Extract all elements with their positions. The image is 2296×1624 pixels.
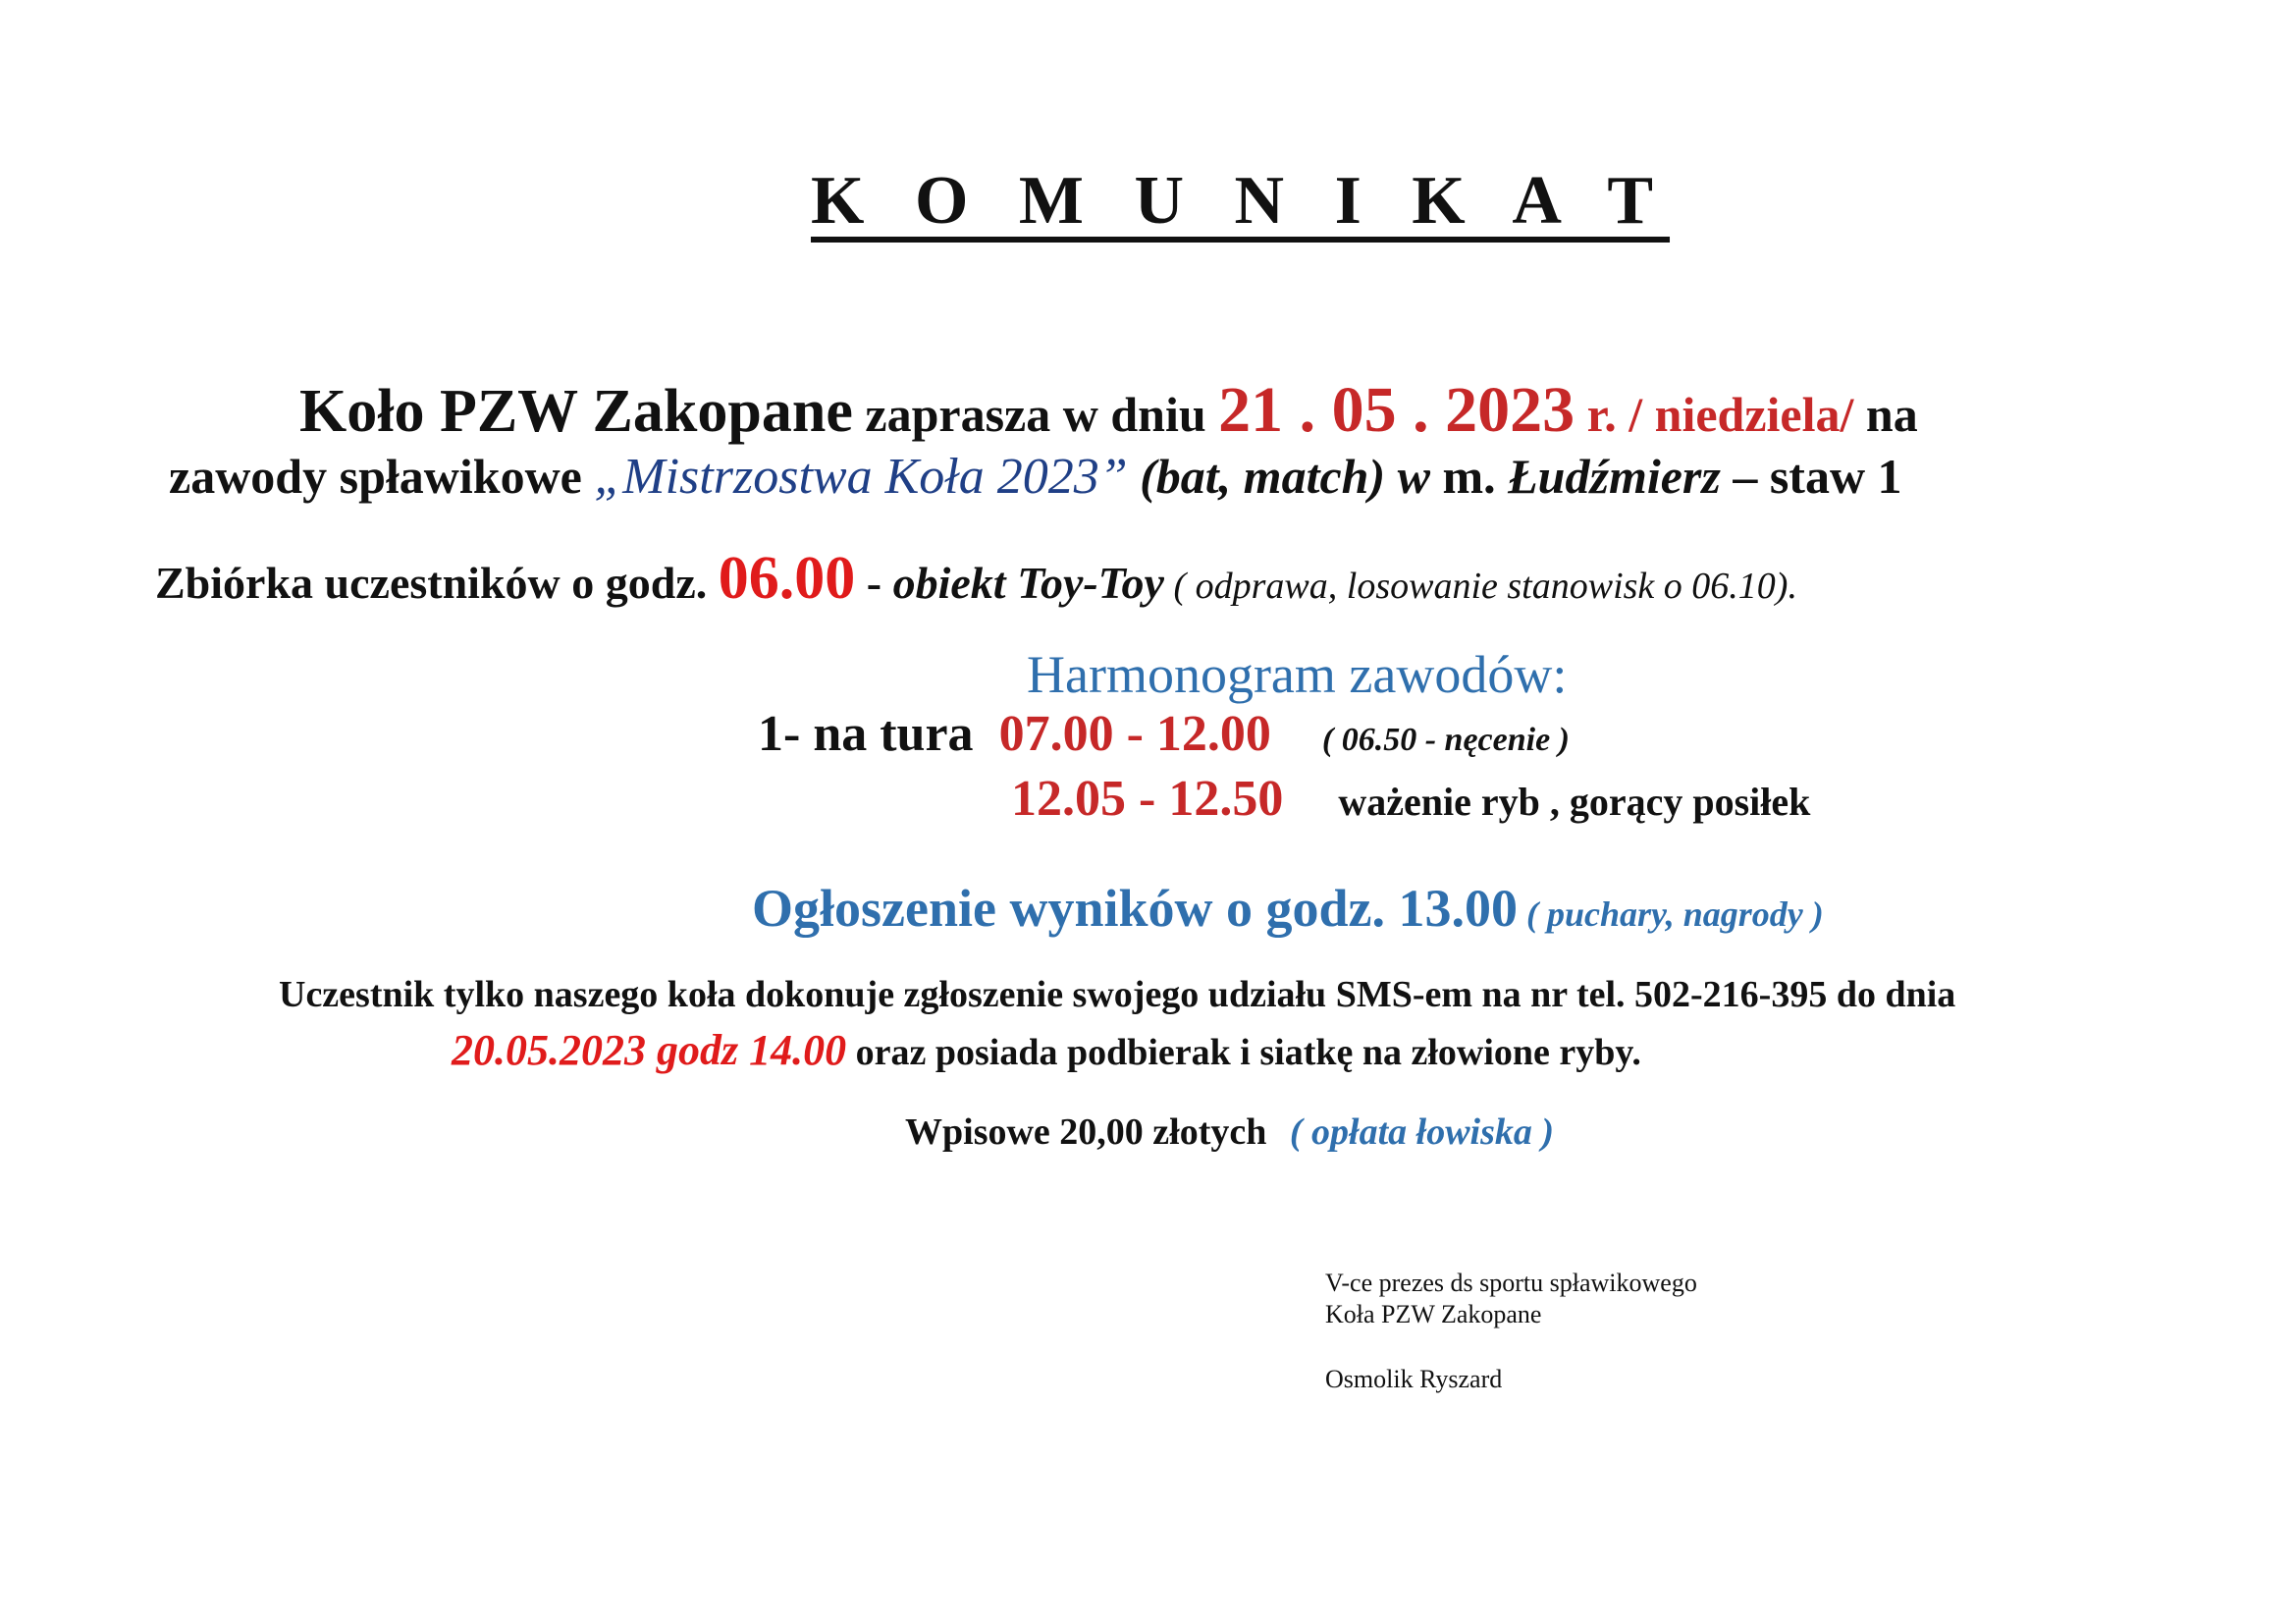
event-day: r. / niedziela/ bbox=[1575, 387, 1854, 442]
registration-line-1: Uczestnik tylko naszego koła dokonuje zgłoszenie swojego udziału SMS-em na nr tel. 502-216-395 do dnia bbox=[279, 974, 1956, 1015]
invitation-line bbox=[299, 374, 1918, 446]
gathering-prefix: Zbiórka uczestników o godz. bbox=[155, 558, 719, 608]
signature-role: V-ce prezes ds sportu spławikowego bbox=[1325, 1269, 1697, 1297]
tour-label: 1- na tura bbox=[758, 706, 974, 762]
event-location: Łudźmierz bbox=[1508, 449, 1721, 504]
schedule-tour bbox=[758, 706, 1570, 762]
gathering-place: obiekt Toy-Toy bbox=[892, 558, 1164, 608]
event-date: 21 . 05 . 2023 bbox=[1218, 374, 1575, 446]
gathering-dash: - bbox=[855, 558, 893, 608]
location-prefix: m. bbox=[1442, 449, 1509, 504]
gathering-note: ( odprawa, losowanie stanowisk o 06.10). bbox=[1163, 566, 1797, 607]
organizer-name: Koło PZW Zakopane bbox=[299, 378, 853, 445]
event-title: „Mistrzostwa Koła 2023” bbox=[594, 449, 1128, 505]
fee-text: Wpisowe 20,00 złotych bbox=[905, 1111, 1267, 1153]
invites-text: zaprasza w dniu bbox=[852, 387, 1219, 442]
event-pond: – staw 1 bbox=[1720, 449, 1902, 504]
na-text: na bbox=[1853, 387, 1918, 442]
entry-fee bbox=[905, 1113, 1554, 1151]
signature-org: Koła PZW Zakopane bbox=[1325, 1300, 1542, 1328]
gathering-line bbox=[155, 545, 1797, 612]
fee-note: ( opłata łowiska ) bbox=[1280, 1111, 1555, 1153]
gathering-hour: 06.00 bbox=[718, 545, 856, 612]
signature-name: Osmolik Ryszard bbox=[1325, 1365, 1503, 1393]
registration-line-2 bbox=[452, 1026, 1641, 1074]
schedule-break bbox=[1011, 771, 1811, 827]
schedule-heading: Harmonogram zawodów: bbox=[1027, 645, 1568, 704]
registration-requirements: oraz posiada podbierak i siatkę na złowione ryby. bbox=[846, 1032, 1641, 1073]
results-note: ( puchary, nagrody ) bbox=[1518, 894, 1824, 934]
tour-note: ( 06.50 - nęcenie ) bbox=[1321, 722, 1570, 758]
event-prefix: zawody spławikowe bbox=[169, 449, 595, 504]
tour-time: 07.00 - 12.00 bbox=[998, 706, 1271, 762]
break-label: ważenie ryb , gorący posiłek bbox=[1338, 780, 1811, 824]
registration-deadline: 20.05.2023 godz 14.00 bbox=[452, 1026, 847, 1074]
break-time: 12.05 - 12.50 bbox=[1011, 771, 1284, 827]
results-announcement bbox=[752, 879, 1824, 938]
w-text: w bbox=[1397, 449, 1443, 504]
event-line bbox=[169, 449, 1902, 505]
results-text: Ogłoszenie wyników o godz. 13.00 bbox=[752, 879, 1519, 938]
event-methods: (bat, match) bbox=[1127, 449, 1398, 504]
page-title: K O M U N I K A T bbox=[811, 163, 1671, 239]
